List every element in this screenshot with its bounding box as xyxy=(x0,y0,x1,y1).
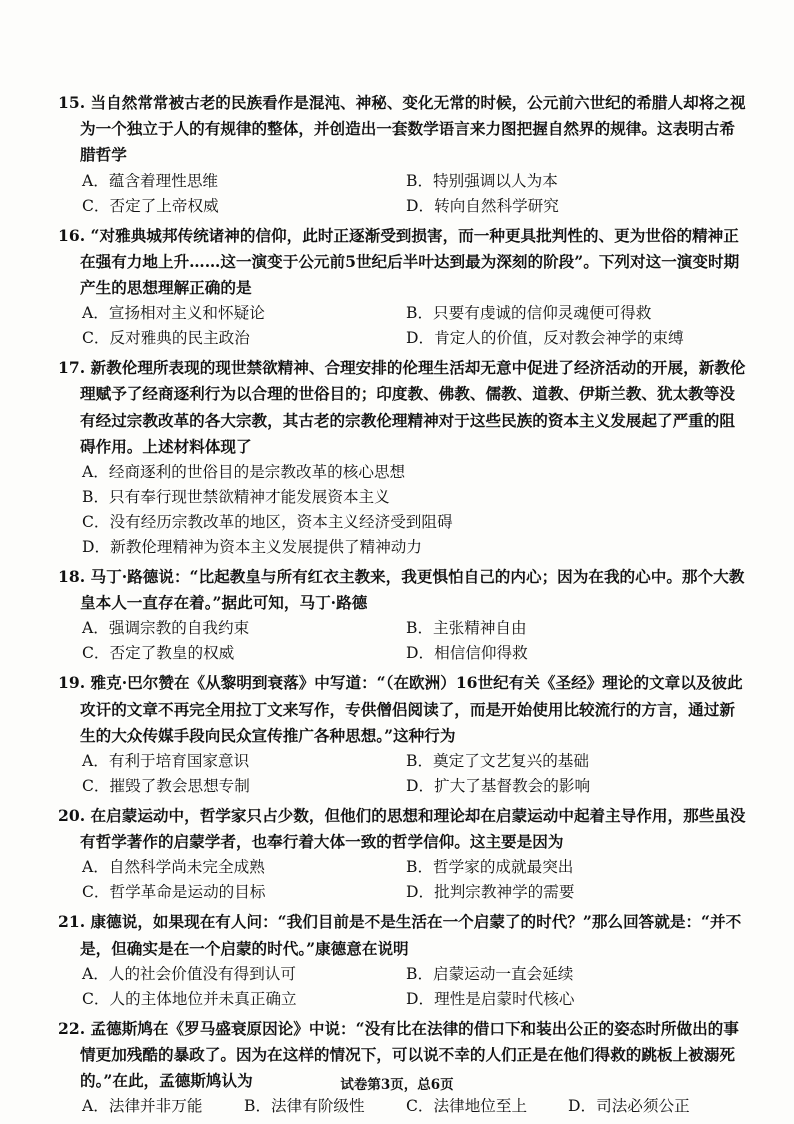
option-b: B．启蒙运动一直会延续 xyxy=(406,964,574,983)
question-stem: 18. 马丁·路德说：“比起教皇与所有红衣主教来，我更惧怕自己的内心；因为在我的心中。那个大教皇本人一直存在着。”据此可知，马丁·路德 xyxy=(58,567,745,613)
option-d: D．理性是启蒙时代核心 xyxy=(406,989,575,1008)
options xyxy=(58,169,748,219)
question-20 xyxy=(58,803,748,905)
option-c: C．否定了上帝权威 xyxy=(82,196,219,215)
option-a: A．有利于培育国家意识 xyxy=(82,752,250,771)
question-15 xyxy=(58,90,748,219)
option-b: B．哲学家的成就最突出 xyxy=(406,858,574,877)
question-16 xyxy=(58,223,748,352)
options xyxy=(58,1094,748,1119)
options xyxy=(58,460,748,560)
option-a: A．经商逐利的世俗目的是宗教改革的核心思想 xyxy=(82,463,406,482)
option-b: B．只要有虔诚的信仰灵魂便可得救 xyxy=(406,304,652,323)
question-stem: 20. 在启蒙运动中，哲学家只占少数，但他们的思想和理论却在启蒙运动中起着主导作用，那些虽没有哲学著作的启蒙学者，也奉行着大体一致的哲学信仰。这主要是因为 xyxy=(58,806,746,852)
option-d: D．扩大了基督教会的影响 xyxy=(406,777,591,796)
option-a: A．自然科学尚未完全成熟 xyxy=(82,858,265,877)
question-stem: 22. 孟德斯鸠在《罗马盛衰原因论》中说：“没有比在法律的借口下和装出公正的姿态时所做出的事情更加残酷的暴政了。因为在这样的情况下，可以说不幸的人们正是在他们得救的跳板上被溺死的。”在此，孟德斯鸠认为 xyxy=(58,1018,739,1091)
options xyxy=(58,749,748,799)
option-d: D．肯定人的价值，反对教会神学的束缚 xyxy=(406,329,684,348)
option-d: D．相信信仰得救 xyxy=(406,644,528,663)
option-d: D．司法必须公正 xyxy=(568,1097,690,1116)
option-c: C．反对雅典的民主政治 xyxy=(82,329,250,348)
option-a: A．法律并非万能 xyxy=(82,1097,203,1116)
option-c: C．没有经历宗教改革的地区，资本主义经济受到阻碍 xyxy=(82,513,453,532)
page-footer: 试卷第3页，总6页 xyxy=(340,1077,454,1093)
option-b: B．只有奉行现世禁欲精神才能发展资本主义 xyxy=(82,488,390,507)
question-18 xyxy=(58,564,748,666)
option-d: D．转向自然科学研究 xyxy=(406,196,559,215)
option-c: C．否定了教皇的权威 xyxy=(82,644,235,663)
option-a: A．强调宗教的自我约束 xyxy=(82,619,250,638)
option-d: D．新教伦理精神为资本主义发展提供了精神动力 xyxy=(82,538,422,557)
question-17 xyxy=(58,355,748,560)
option-a: A．蕴含着理性思维 xyxy=(82,171,219,190)
option-d: D．批判宗教神学的需要 xyxy=(406,883,575,902)
option-c: C．法律地位至上 xyxy=(406,1097,528,1116)
question-21 xyxy=(58,909,748,1011)
option-a: A．宣扬相对主义和怀疑论 xyxy=(82,304,265,323)
options xyxy=(58,855,748,905)
option-b: B．奠定了文艺复兴的基础 xyxy=(406,752,589,771)
question-22 xyxy=(58,1016,748,1120)
option-c: C．哲学革命是运动的目标 xyxy=(82,883,266,902)
question-stem: 17. 新教伦理所表现的现世禁欲精神、合理安排的伦理生活却无意中促进了经济活动的开展，新教伦理赋予了经商逐利行为以合理的世俗目的；印度教、佛教、儒教、道教、伊斯兰教、犹太教等没有经过宗教改革的各大宗教，其古老的宗教伦理精神对于这些民族的资本主义发展起了严重的阻碍作用。上述材料体现了 xyxy=(58,358,746,456)
option-b: B．法律有阶级性 xyxy=(244,1097,365,1116)
question-19 xyxy=(58,670,748,799)
options xyxy=(58,616,748,666)
options xyxy=(58,301,748,351)
option-c: C．摧毁了教会思想专制 xyxy=(82,777,250,796)
question-list xyxy=(58,90,748,1123)
question-stem: 15. 当自然常常被古老的民族看作是混沌、神秘、变化无常的时候，公元前六世纪的希腊人却将之视为一个独立于人的有规律的整体，并创造出一套数学语言来力图把握自然界的规律。这表明古希腊哲学 xyxy=(58,93,746,165)
question-stem: 21. 康德说，如果现在有人问：“我们目前是不是生活在一个启蒙了的时代？”那么回答就是：“并不是，但确实是在一个启蒙的时代。”康德意在说明 xyxy=(58,912,742,958)
question-stem: 19. 雅克·巴尔赞在《从黎明到衰落》中写道：“（在欧洲）16世纪有关《圣经》理论的文章以及彼此攻讦的文章不再完全用拉丁文来写作，专供僧侣阅读了，而是开始使用比较流行的方言，通过新生的大众传媒手段向民众宣传推广各种思想。”这种行为 xyxy=(58,673,743,745)
question-stem: 16. “对雅典城邦传统诸神的信仰，此时正逐渐受到损害，而一种更具批判性的、更为世俗的精神正在强有力地上升……这一演变于公元前5世纪后半叶达到最为深刻的阶段”。下列对这一演变时期产生的思想理解正确的是 xyxy=(58,225,740,298)
option-c: C．人的主体地位并未真正确立 xyxy=(82,989,297,1008)
option-b: B．主张精神自由 xyxy=(406,619,527,638)
option-a: A．人的社会价值没有得到认可 xyxy=(82,964,296,983)
options xyxy=(58,962,748,1012)
option-b: B．特别强调以人为本 xyxy=(406,171,558,190)
